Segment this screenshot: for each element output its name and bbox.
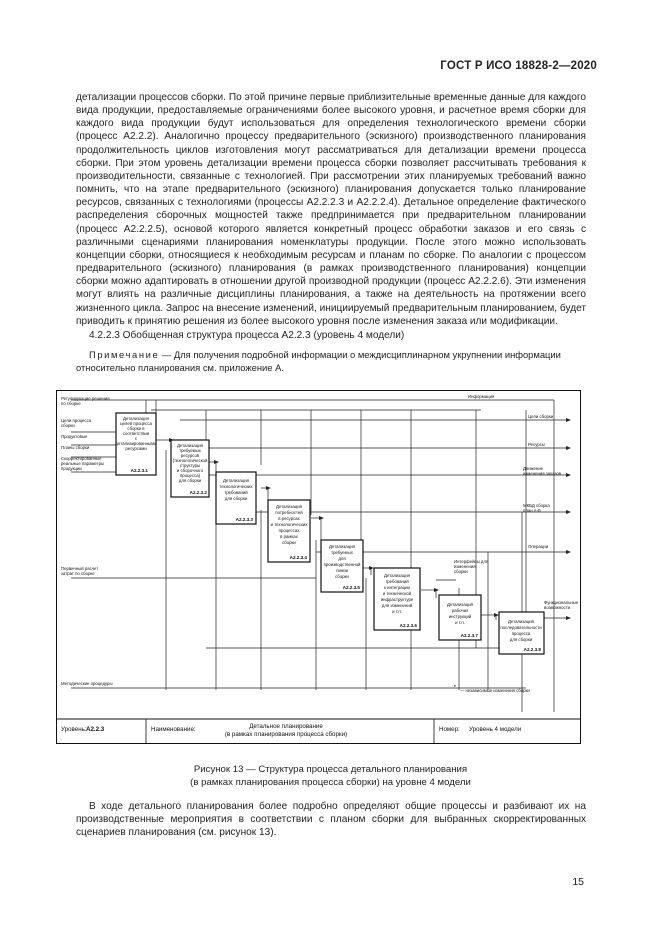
box-1-line-3: сборки в [127,426,145,431]
output-label-1: Цели сборки [528,414,554,419]
process-box-5 [321,540,363,592]
box-5-line-5: линии [335,568,349,573]
box-8-line-4: для сборки [509,637,533,642]
box-2-line-3: ресурсов [180,453,200,458]
process-box-3 [216,472,256,524]
output-label-7: Операции [528,544,549,549]
box-4-line-1: Детализация [276,504,302,509]
box-8-line-2: последовательности [500,625,542,630]
process-box-7 [439,595,481,640]
output-label-12: возможности [544,605,570,610]
figure-13 [56,390,581,744]
section-heading: 4.2.2.3 Обобщенная структура процесса А2.2.3 (уровень 4 модели) [89,329,405,341]
input-label-3: Цели процесса [61,418,92,423]
after-paragraph: В ходе детального планирования более подробно определяют общие процессы и разбивают их на производственные мероприятия в соответствии с планом сборки для выбранных скорректированных сценариев планирования (см. рисунок 13). [76,801,586,839]
box-6-line-5: инфраструктуре [380,597,414,602]
process-box-2 [171,440,209,497]
box-4-line-6: в рамках [280,534,298,539]
box-3-line-3: требований [224,490,248,495]
box-7-id: A2.2.3.7 [460,633,478,638]
input-label-10: Первичный расчет [61,566,99,571]
footer-node-value: A2.2.3 [86,726,105,733]
note-text-2: относительно планирования см. приложение А. [76,362,284,374]
top-label: Информация [468,394,495,399]
document-header: ГОСТ Р ИСО 18828-2—2020 [440,60,597,72]
footer-level-value: Уровень 4 модели [469,726,522,733]
footer-name-1: Детальное планирование [249,723,323,730]
box-5-line-4: производственной [323,562,361,567]
box-5-line-6: сборки [335,574,349,579]
box-5-line-2: требуемых [331,550,353,555]
process-box-1 [116,413,158,475]
box-1-line-7: ресурсами [125,446,147,451]
box-6-line-2: требований [385,579,409,584]
body-text [76,91,586,374]
input-label-2: по сборке [61,401,81,406]
page-number: 15 [572,876,584,888]
box-3-line-1: Детализация [223,478,249,483]
process-box-4 [268,500,310,562]
box-4-id: A2.2.3.4 [289,555,307,560]
process-box-6 [374,568,420,630]
process-box-8 [499,612,544,654]
output-label-2: Ресурсы [528,442,545,447]
footer-name-2: (в рамках планирования процесса сборки) [224,731,348,738]
input-label-5: Продуктовые [61,434,88,439]
box-1-line-6: детализированными [115,441,157,446]
body-paragraph: детализации процессов сборки. По этой причине первые приблизительные временные данные для каждого вида продукции, предоставляемые ограничениями более высокого уровня, и расчетное время сборки для каждого вида продукции будут использоваться для определения технологического времени сборки (процесс А2.2.2). Аналогично процессу предварительного (эскизного) производственного планирования продолжительность циклов изготовления могут рассматриваться для детализации времени процесса сборки. При этом уровень детализации времени процесса сборки позволяет рассчитывать требования к производительности, связанные с технологией. При рассмотрении этих планируемых требований важно помнить, что на этапе предварительного (эскизного) планирования допускается только планирование ресурсов, связанных с технологиями (процессы А2.2.2.3 и А2.2.2.4). Детальное определение фактического распределения сборочных мощностей также предпринимается при предварительном планировании (процесс А2.2.2.5), основой которого является конкретный процесс обработки заказов и его связь с различными сценариями планирования номенклатуры продукции. После этого можно использовать концепции сборки, относящиеся к необходимым ресурсам и планам по сборке. По аналогии с процессом предварительного (эскизного) планирования (в рамках производственного планирования) концепции сборки можно адаптировать в отношении другой производной продукции (процесс А2.2.2.6). Эти изменения могут влиять на различные дисциплины планирования, а также на деятельность на протяжении всего жизненного цикла. Запрос на внесение изменений, инициируемый предварительным планированием, будет приводить к принятию решения из более высокого уровня после изменения заказа или модификации. [76,92,586,327]
box-5-id: A2.2.3.5 [342,585,360,590]
footer-name-label: Наименование: [151,726,196,733]
input-label-6: Планы сборки [61,445,90,450]
note-dash: — [159,348,174,360]
box-6-line-3: к интеграции [384,585,410,590]
input-label-7: Скорректированные [61,456,102,461]
box-4-line-2: потребностей [275,510,303,515]
output-label-10: сборки [454,569,468,574]
note [89,348,586,361]
box-2-line-7: процесса) [179,473,201,478]
box-2-line-8: для сборки [178,478,202,483]
input-label-9: продукции [61,466,82,471]
box-7-line-1: Детализация [447,602,473,607]
output-label-3: Движение [523,466,544,471]
box-4-line-3: в ресурсах [278,516,300,521]
figure-caption [0,764,661,789]
box-8-line-1: Детализация [508,619,534,624]
box-8-id: A2.2.3.8 [523,647,541,652]
box-2-line-5: структуры [179,463,201,468]
footnote-mark: * [454,684,456,689]
box-6-line-4: и технической [382,591,412,596]
box-7-line-3: инструкций [448,614,472,619]
input-label-8: реальные параметры [61,461,105,466]
box-4-line-7: сборки [282,540,296,545]
box-6-id: A2.2.3.6 [399,623,417,628]
box-3-line-2: технологических [219,484,253,489]
box-2-line-4: (технологической [172,458,208,463]
input-label-12: Методические процедуры [61,681,113,686]
output-label-8: Интерфейсы для [454,559,489,564]
box-1-line-4: соответствии [122,431,150,436]
footer-level-label: Номер: [439,726,460,733]
output-label-6: план А-Б [523,508,541,513]
output-label-11: Функциональные [544,600,579,605]
box-1-line-1: Детализация [123,416,149,421]
box-6-line-7: и т.п. [392,609,402,614]
input-label-1: Регулирующие решения [61,396,110,401]
note-text-1: Для получения подробной информации о междисциплинарном укрупнении информации [173,348,561,360]
idef0-diagram [56,390,581,744]
output-label-9: изменения [454,564,476,569]
box-5-line-3: для [338,556,346,561]
box-6-line-6: для изменений [381,603,413,608]
box-3-id: A2.2.3.3 [235,517,253,522]
box-1-line-5: с [134,436,138,441]
caption-line-2: (в рамках планирования процесса сборки) на уровне 4 модели [190,776,471,788]
output-label-4: изменения заказов [523,471,562,476]
input-label-4: сборки [61,423,75,428]
box-7-line-2: рабочих [451,608,469,613]
box-5-line-1: Детализация [329,544,355,549]
note-label: Примечание [89,348,160,360]
box-4-line-5: процессах [278,528,300,533]
box-2-id: A2.2.3.2 [189,490,207,495]
output-label-5: МКБД сборка [523,503,550,508]
input-label-11: затрат по сборке [61,571,95,576]
box-6-line-1: Детализация [384,573,410,578]
box-2-line-1: Детализация [177,443,203,448]
after-text [76,800,586,839]
footnote: — независимые изменения сборки [460,688,530,693]
box-3-line-4: для сборки [224,496,248,501]
box-2-line-6: и сборочного [176,468,204,473]
box-2-line-2: требуемых [179,448,201,453]
footer-node-label: Уровень: [61,726,87,733]
box-1-line-2: целей процесса [120,421,152,426]
box-1-id: A2.2.3.1 [130,468,148,473]
caption-line-1: Рисунок 13 — Структура процесса детального планирования [193,764,468,775]
box-8-line-3: процесса [511,631,531,636]
box-4-line-4: и технологических [270,522,308,527]
box-7-line-4: и т.п. [455,620,465,625]
